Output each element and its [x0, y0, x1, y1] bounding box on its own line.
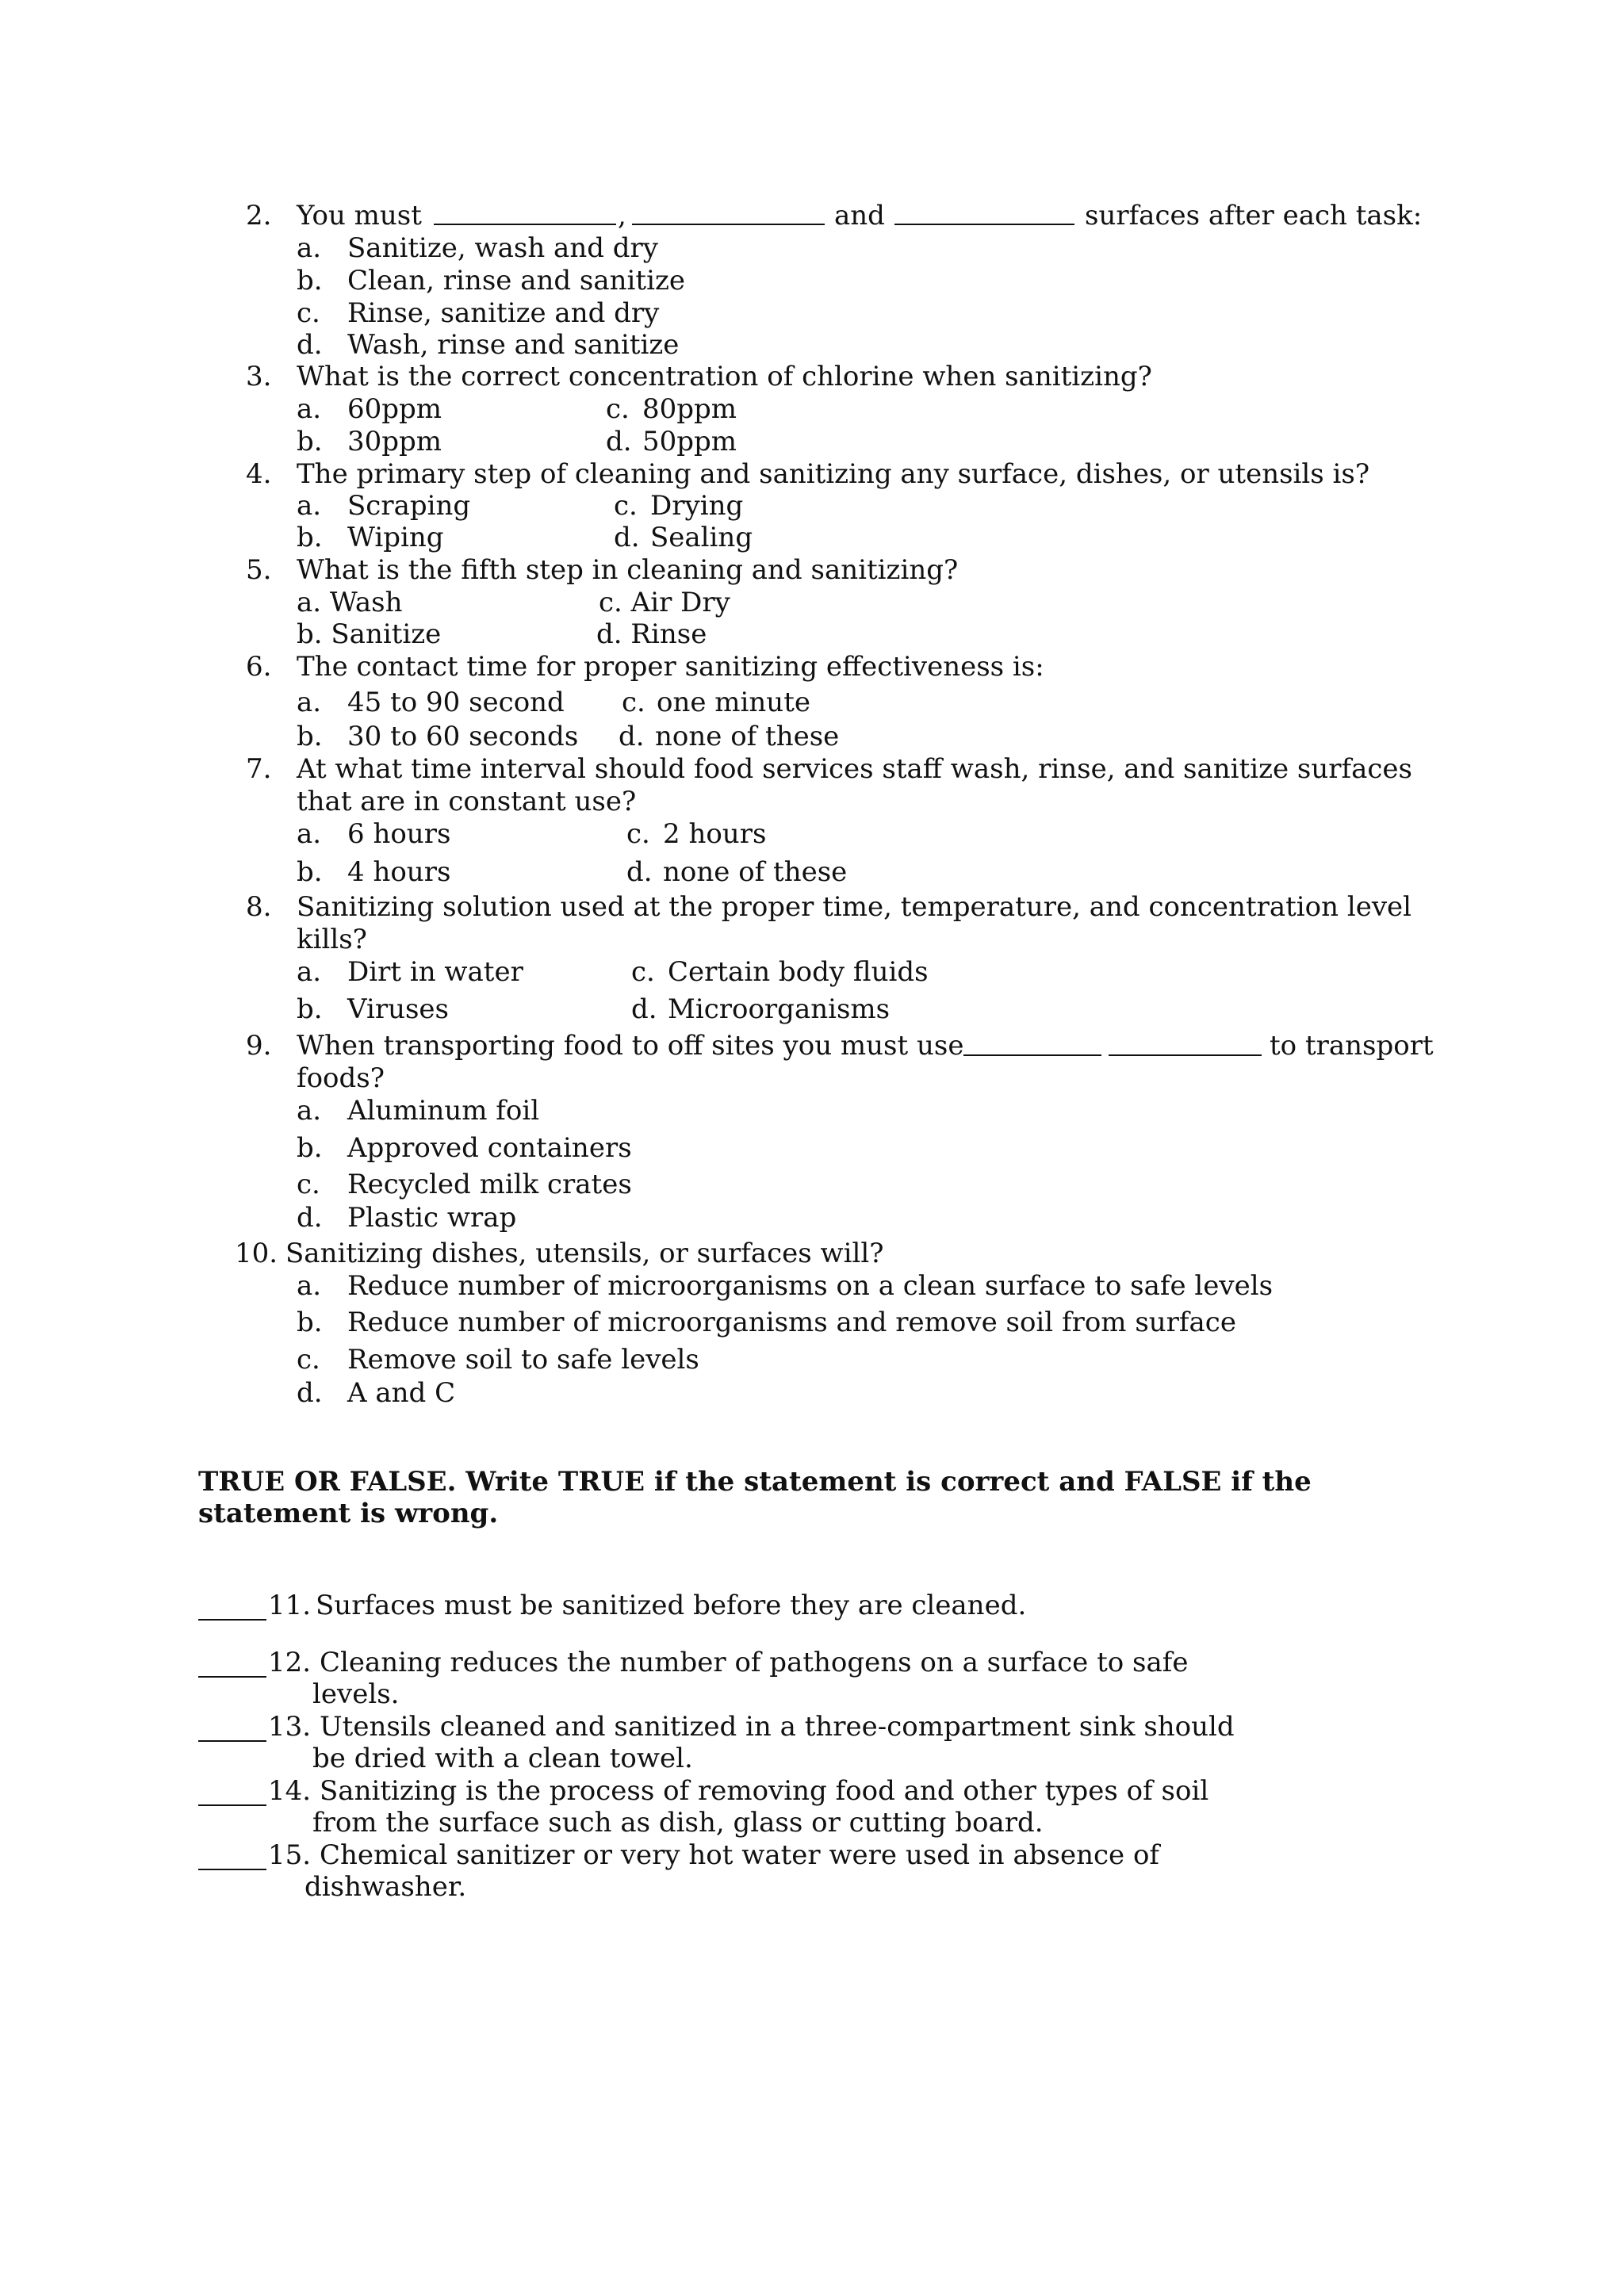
- question-text-line: At what time interval should food services staff wash, rinse, and sanitize surfaces: [297, 753, 1412, 785]
- question-text-line: foods?: [297, 1062, 385, 1094]
- question-text: The primary step of cleaning and sanitizing any surface, dishes, or utensils is?: [297, 458, 1370, 490]
- statement-line: dishwasher.: [304, 1871, 467, 1903]
- statement-line: Chemical sanitizer or very hot water were used in absence of: [320, 1839, 1159, 1871]
- question-number: 2.: [246, 200, 272, 232]
- question-number: 4.: [246, 458, 272, 490]
- separator-and: and: [834, 200, 885, 232]
- answer-blank[interactable]: [963, 1034, 1101, 1056]
- answer-blank[interactable]: [198, 1845, 266, 1870]
- answer-blank[interactable]: [632, 203, 825, 225]
- statement-line: Utensils cleaned and sanitized in a three-compartment sink should: [320, 1711, 1235, 1743]
- question-number: 6.: [246, 651, 272, 683]
- question-number: 9.: [246, 1030, 272, 1062]
- statement-line: levels.: [312, 1678, 400, 1710]
- question-text-end: surfaces after each task:: [1085, 200, 1423, 232]
- question-text-line: When transporting food to off sites you must use: [297, 1030, 964, 1062]
- question-text: The contact time for proper sanitizing effectiveness is:: [297, 651, 1044, 683]
- statement-line: from the surface such as dish, glass or cutting board.: [312, 1807, 1044, 1839]
- statement-line: Surfaces must be sanitized before they are cleaned.: [316, 1590, 1027, 1621]
- answer-blank[interactable]: [198, 1595, 266, 1621]
- section-heading: TRUE OR FALSE. Write TRUE if the statement is correct and FALSE if the statement is wrong.: [198, 1466, 1312, 1529]
- item-number: 13.: [268, 1711, 312, 1743]
- question-text-line: that are in constant use?: [297, 786, 637, 817]
- answer-blank[interactable]: [1109, 1034, 1262, 1056]
- question-text: What is the fifth step in cleaning and sanitizing?: [297, 554, 959, 586]
- question-text: Sanitizing dishes, utensils, or surfaces will?: [285, 1238, 884, 1269]
- statement-line: Sanitizing is the process of removing food and other types of soil: [320, 1775, 1209, 1807]
- answer-blank[interactable]: [198, 1716, 266, 1742]
- item-number: 11.: [268, 1590, 312, 1621]
- statement-line: Cleaning reduces the number of pathogens on a surface to safe: [320, 1647, 1189, 1678]
- item-number: 14.: [268, 1775, 312, 1807]
- answer-blank[interactable]: [894, 203, 1074, 225]
- answer-blank[interactable]: [434, 203, 616, 225]
- question-text: You must: [297, 200, 422, 232]
- answer-blank[interactable]: [198, 1652, 266, 1678]
- item-number: 12.: [268, 1647, 312, 1678]
- separator-comma: ,: [618, 200, 626, 232]
- question-number: 3.: [246, 361, 272, 392]
- answer-blank[interactable]: [198, 1781, 266, 1806]
- question-text-line: Sanitizing solution used at the proper time, temperature, and concentration level: [297, 891, 1412, 923]
- question-number: 5.: [246, 554, 272, 586]
- question-number: 8.: [246, 891, 272, 923]
- question-text-line: kills?: [297, 924, 367, 955]
- question-text: What is the correct concentration of chlorine when sanitizing?: [297, 361, 1152, 392]
- statement-line: be dried with a clean towel.: [312, 1743, 693, 1774]
- question-number: 10.: [235, 1238, 278, 1269]
- question-number: 7.: [246, 753, 272, 785]
- item-number: 15.: [268, 1839, 312, 1871]
- question-text-end: to transport: [1270, 1030, 1434, 1062]
